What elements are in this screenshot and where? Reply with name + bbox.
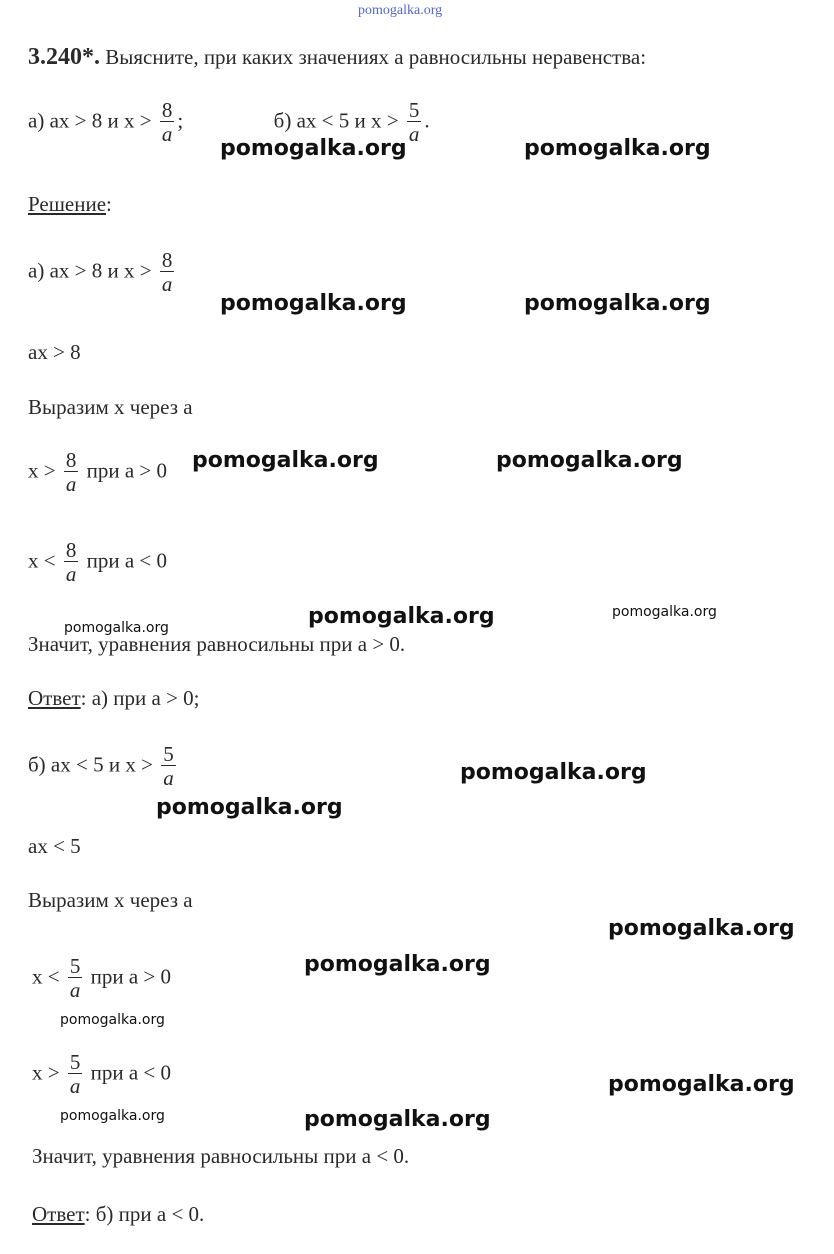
part-b-prefix: б) ах < 5 и х >: [28, 752, 153, 777]
task-text: Выясните, при каких значениях а равносильны неравенства:: [105, 45, 647, 69]
part-a-express: Выразим х через а: [28, 395, 193, 419]
part-a-inequality: ах > 8: [28, 340, 81, 364]
part-a-prefix: а) ах > 8 и х >: [28, 258, 152, 283]
fraction-denominator: a: [163, 766, 174, 790]
watermark: pomogalka.org: [612, 604, 717, 620]
fraction-denominator: a: [69, 1074, 81, 1098]
case-fraction: [64, 540, 79, 585]
watermark: pomogalka.org: [608, 1072, 795, 1097]
solution-colon: :: [106, 192, 112, 216]
task-number: 3.240*.: [28, 44, 100, 70]
watermark: pomogalka.org: [220, 291, 407, 316]
case-prefix: х >: [32, 1060, 60, 1085]
fraction-denominator: a: [408, 122, 420, 146]
fraction-numerator: 5: [163, 742, 174, 766]
watermark: pomogalka.org: [308, 604, 495, 629]
watermark: pomogalka.org: [460, 760, 647, 785]
watermark: pomogalka.org: [192, 448, 379, 473]
case-fraction: [68, 956, 83, 1001]
task-a-prefix: а) ах > 8 и х >: [28, 108, 152, 133]
part-a-case1: [28, 450, 167, 495]
fraction-numerator: 8: [161, 98, 173, 122]
fraction-denominator: a: [161, 122, 173, 146]
answer-label: Ответ: [28, 686, 81, 710]
fraction-numerator: 5: [69, 954, 81, 978]
part-a-case2: [28, 540, 167, 585]
part-b-case1: [32, 956, 171, 1001]
case-prefix: х >: [28, 458, 56, 483]
watermark: pomogalka.org: [304, 952, 491, 977]
watermark: pomogalka.org: [496, 448, 683, 473]
part-b-fraction: [161, 744, 176, 789]
case-condition: при а < 0: [90, 1060, 171, 1085]
watermark: pomogalka.org: [524, 136, 711, 161]
part-b-header: [28, 744, 179, 789]
fraction-denominator: a: [65, 562, 77, 586]
part-b-express: Выразим х через а: [28, 888, 193, 912]
answer-text: : а) при а > 0;: [80, 686, 200, 710]
answer-text: : б) при а < 0.: [84, 1202, 205, 1226]
task-b-fraction: [407, 100, 422, 145]
task-b-prefix: б) ах < 5 и х >: [273, 108, 399, 133]
part-b-answer: [32, 1202, 204, 1227]
watermark: pomogalka.org: [608, 916, 795, 941]
solution-heading: [28, 192, 112, 217]
part-b-inequality: ах < 5: [28, 834, 81, 858]
answer-label: Ответ: [32, 1202, 85, 1226]
fraction-numerator: 8: [161, 248, 173, 272]
fraction-numerator: 8: [65, 448, 77, 472]
fraction-denominator: a: [161, 272, 173, 296]
part-a-conclusion: Значит, уравнения равносильны при а > 0.: [28, 632, 406, 656]
fraction-numerator: 5: [69, 1050, 81, 1074]
case-fraction: [64, 450, 79, 495]
task-statement: [28, 44, 646, 71]
fraction-denominator: a: [65, 472, 77, 496]
part-a-fraction: [160, 250, 175, 295]
case-condition: при а > 0: [86, 458, 167, 483]
task-b-suffix: .: [424, 108, 430, 133]
fraction-numerator: 8: [65, 538, 77, 562]
watermark: pomogalka.org: [64, 620, 169, 636]
part-a-header: [28, 250, 177, 295]
fraction-denominator: a: [69, 978, 81, 1002]
case-condition: при а < 0: [86, 548, 167, 573]
watermark: pomogalka.org: [60, 1012, 165, 1028]
case-prefix: х <: [28, 548, 56, 573]
case-fraction: [68, 1052, 83, 1097]
part-b-conclusion: Значит, уравнения равносильны при а < 0.: [32, 1144, 410, 1168]
watermark: pomogalka.org: [304, 1107, 491, 1132]
case-prefix: х <: [32, 964, 60, 989]
task-a-fraction: [160, 100, 175, 145]
task-a-suffix: ;: [177, 108, 184, 133]
case-condition: при а > 0: [90, 964, 171, 989]
site-header: pomogalka.org: [358, 3, 443, 18]
watermark: pomogalka.org: [220, 136, 407, 161]
fraction-numerator: 5: [408, 98, 420, 122]
watermark: pomogalka.org: [156, 795, 343, 820]
part-b-case2: [32, 1052, 171, 1097]
watermark: pomogalka.org: [524, 291, 711, 316]
part-a-answer: [28, 686, 200, 711]
solution-label: Решение: [28, 192, 107, 216]
watermark: pomogalka.org: [60, 1108, 165, 1124]
